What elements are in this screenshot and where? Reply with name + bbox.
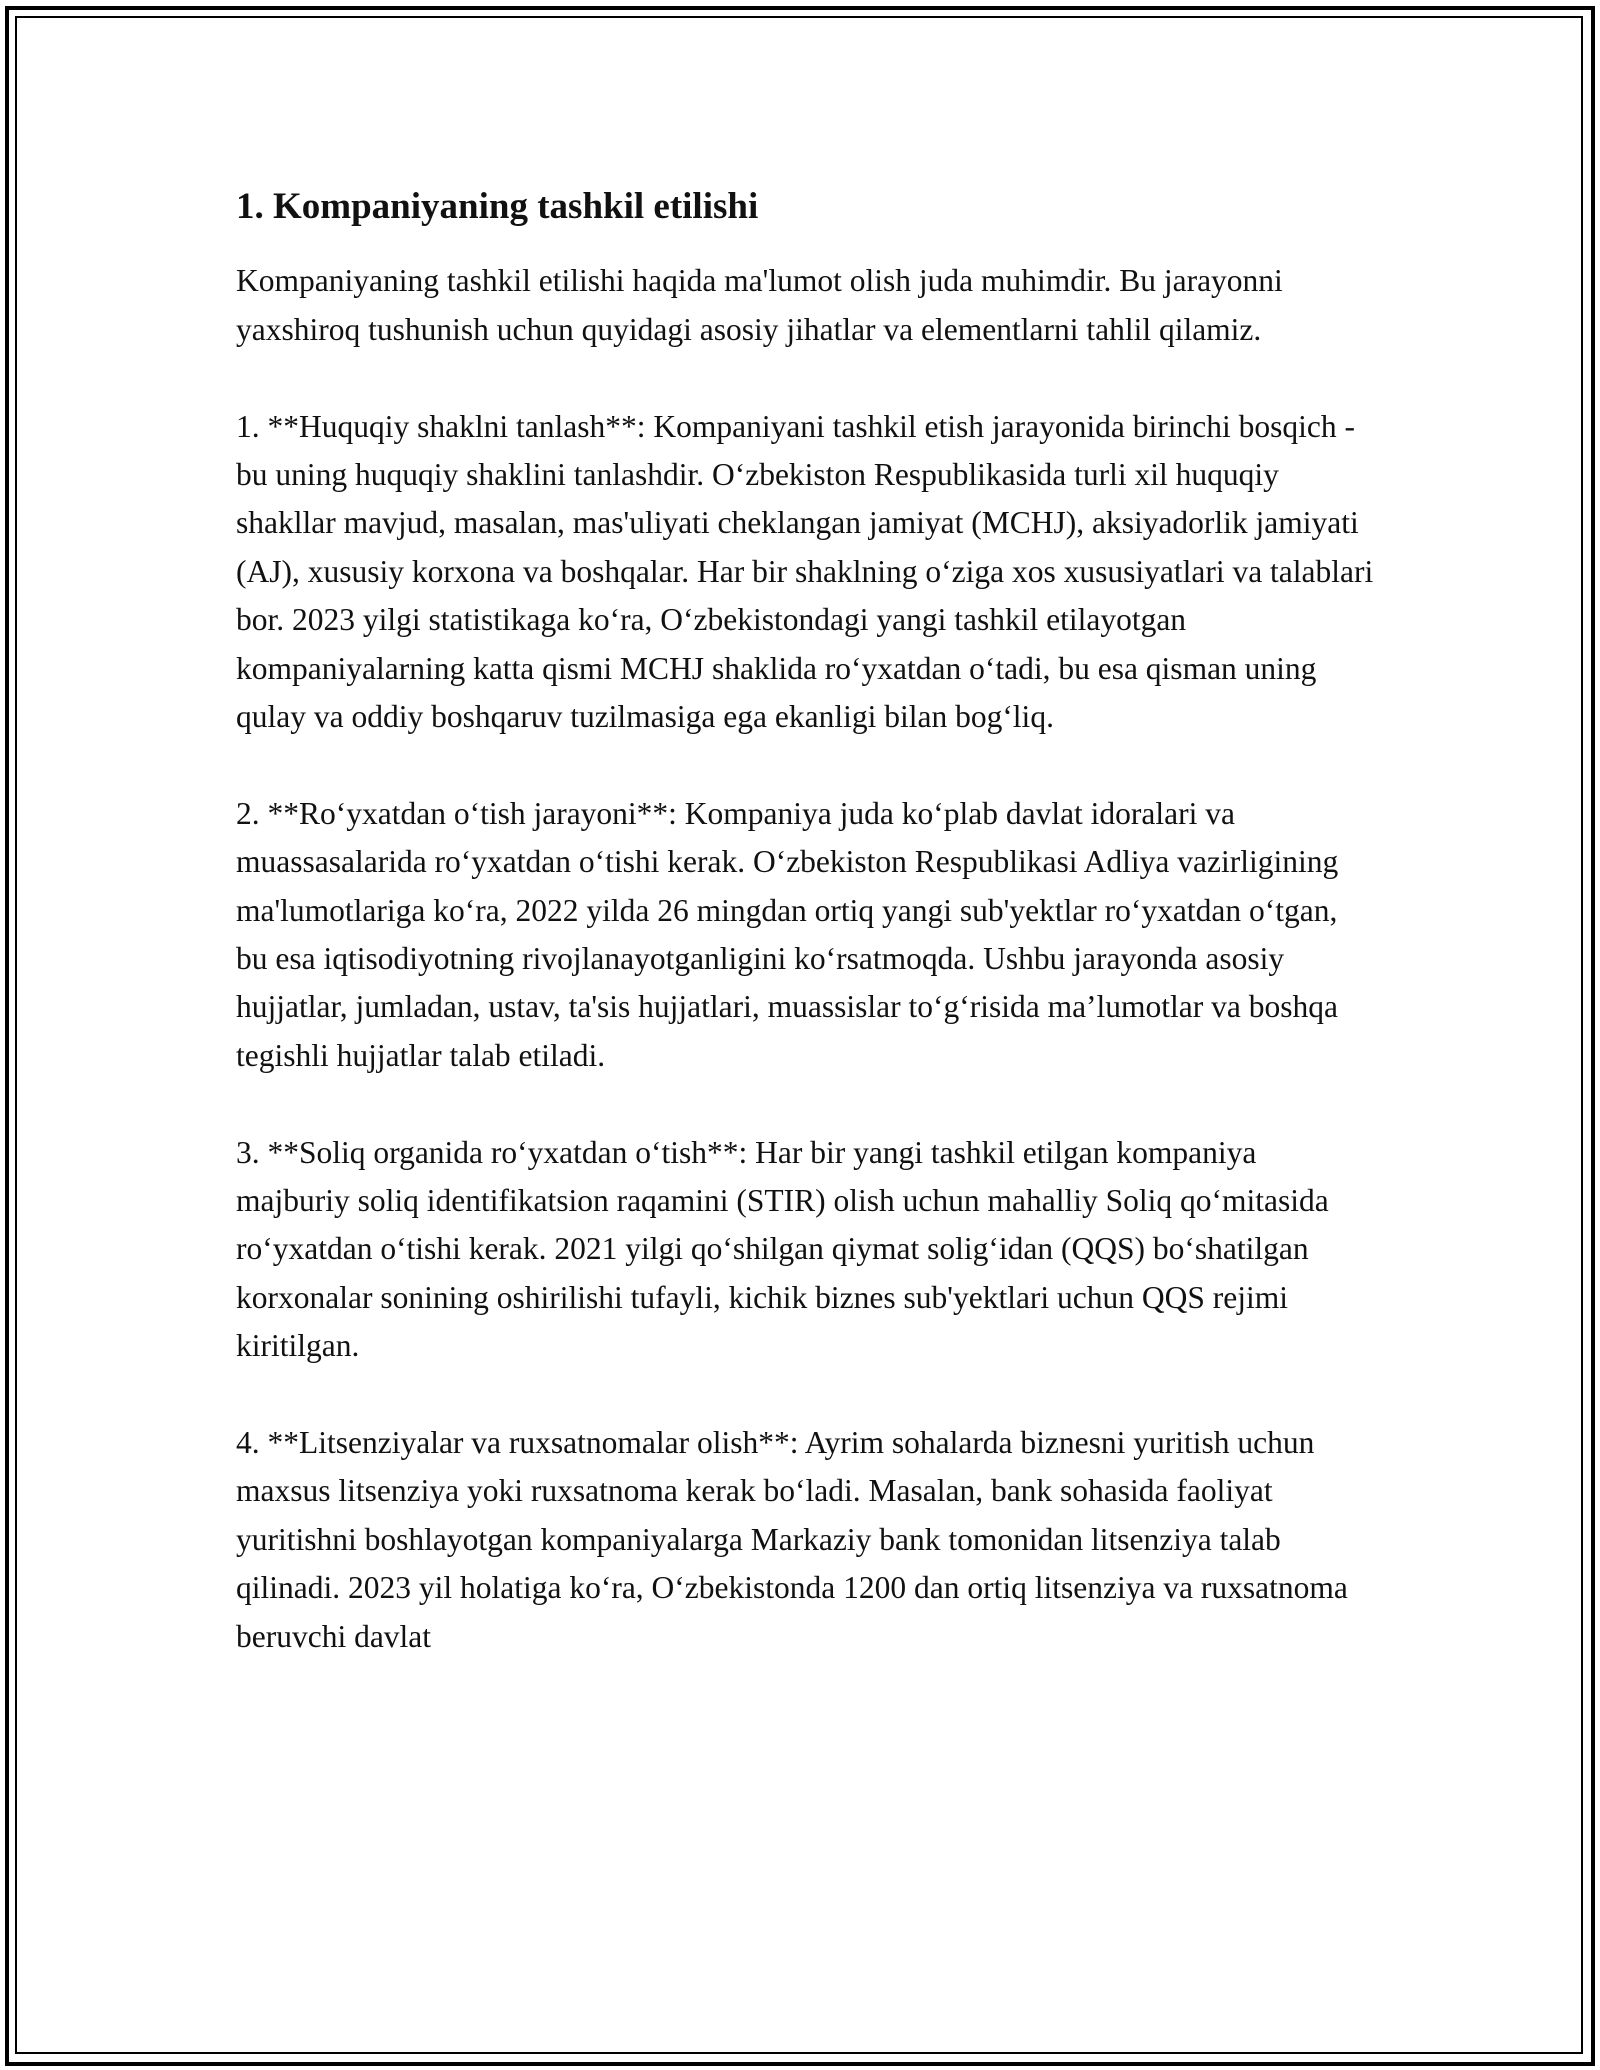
paragraph-licenses: 4. **Litsenziyalar va ruxsatnomalar olish**: Ayrim sohalarda biznesni yuritish uchun maxsus litsenziya yoki ruxsatnoma kerak bo‘ladi. Masalan, bank sohasida faoliyat yuritishni boshlayotgan kompaniyalarga Markaziy bank tomonidan litsenziya talab qilinadi. 2023 yil holatiga ko‘ra, O‘zbekistonda 1200 dan ortiq litsenziya va ruxsatnoma beruvchi davlat xyxy=(236,1425,1348,1654)
paragraph-registration: 2. **Ro‘yxatdan o‘tish jarayoni**: Kompaniya juda ko‘plab davlat idoralari va muassasalarida ro‘yxatdan o‘tishi kerak. O‘zbekiston Respublikasi Adliya vazirligining ma'lumotlariga ko‘ra, 2022 yilda 26 mingdan ortiq yangi sub'yektlar ro‘yxatdan o‘tgan, bu esa iqtisodiyotning rivojlanayotganligini ko‘rsatmoqda. Ushbu jarayonda asosiy hujjatlar, jumladan, ustav, ta'sis hujjatlari, muassislar to‘g‘risida ma’lumotlar va boshqa tegishli hujjatlar talab etiladi. xyxy=(236,795,1339,1073)
paragraph-tax-registration: 3. **Soliq organida ro‘yxatdan o‘tish**: Har bir yangi tashkil etilgan kompaniya majburiy soliq identifikatsion raqamini (STIR) olish uchun mahalliy Soliq qo‘mitasida ro‘yxatdan o‘tishi kerak. 2021 yilgi qo‘shilgan qiymat solig‘idan (QQS) bo‘shatilgan korxonalar sonining oshirilishi tufayli, kichik biznes sub'yektlari uchun QQS rejimi kiritilgan. xyxy=(236,1134,1329,1364)
paragraph-intro: Kompaniyaning tashkil etilishi haqida ma'lumot olish juda muhimdir. Bu jarayonni yaxshiroq tushunish uchun quyidagi asosiy jihatlar va elementlarni tahlil qilamiz. xyxy=(236,263,1283,347)
paragraph-legal-form: 1. **Huquqiy shaklni tanlash**: Kompaniyani tashkil etish jarayonida birinchi bosqich - bu uning huquqiy shaklini tanlashdir. O‘zbekiston Respublikasida turli xil huquqiy shakllar mavjud, masalan, mas'uliyati cheklangan jamiyat (MCHJ), aksiyadorlik jamiyati (AJ), xususiy korxona va boshqalar. Har bir shaklning o‘ziga xos xususiyatlari va talablari bor. 2023 yilgi statistikaga ko‘ra, O‘zbekistondagi yangi tashkil etilayotgan kompaniyalarning katta qismi MCHJ shaklida ro‘yxatdan o‘tadi, bu esa qisman uning qulay va oddiy boshqaruv tuzilmasiga ega ekanligi bilan bog‘liq. xyxy=(236,408,1374,735)
document-title: 1. Kompaniyaning tashkil etilishi xyxy=(236,186,759,227)
document-body xyxy=(236,185,1376,1710)
